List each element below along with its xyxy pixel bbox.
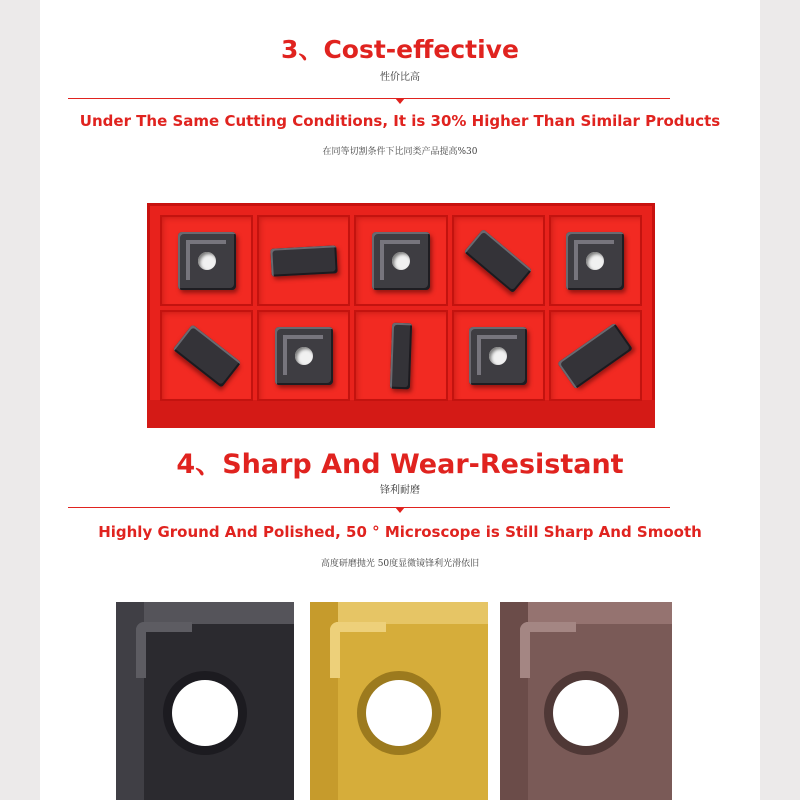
section-4-tagline-cn: 高度研磨抛光 50度显微镜锋利光滑依旧 <box>320 559 480 569</box>
divider-right <box>400 98 670 99</box>
insert-front-icon <box>275 327 333 385</box>
insert-black-icon <box>116 602 294 800</box>
insert-purple-icon <box>500 602 672 800</box>
section-3-subtitle-cn: 性价比高 <box>380 72 420 83</box>
insert-front-icon <box>469 327 527 385</box>
section-3-tagline-cn: 在同等切割条件下比同类产品提高%30 <box>322 147 478 157</box>
insert-front-icon <box>178 232 236 290</box>
insert-side-icon <box>558 322 634 388</box>
insert-side-icon <box>464 228 532 292</box>
box-cell <box>452 215 545 306</box>
box-cell <box>257 215 350 306</box>
section-4-subtitle-cn: 锋利耐磨 <box>380 485 420 496</box>
box-cell <box>549 310 642 401</box>
divider-right <box>400 507 670 508</box>
insert-side-icon <box>270 245 337 276</box>
insert-front-icon <box>372 232 430 290</box>
divider-left <box>68 98 400 99</box>
box-cell <box>354 310 447 401</box>
insert-box-grid <box>160 215 642 401</box>
box-cell <box>549 215 642 306</box>
section-3-title: 3、Cost-effective <box>281 35 519 64</box>
section-4-tagline: Highly Ground And Polished, 50 ° Microscope is Still Sharp And Smooth <box>98 523 702 541</box>
insert-front-icon <box>566 232 624 290</box>
insert-side-icon <box>390 322 412 389</box>
insert-side-icon <box>172 324 241 387</box>
divider-left <box>68 507 400 508</box>
box-cell <box>160 310 253 401</box>
section-4-title: 4、Sharp And Wear-Resistant <box>176 449 624 480</box>
box-cell <box>257 310 350 401</box>
box-cell <box>452 310 545 401</box>
insert-gold-icon <box>310 602 488 800</box>
insert-box-rim <box>147 400 655 428</box>
box-cell <box>160 215 253 306</box>
divider-arrow-icon <box>395 507 405 513</box>
section-3-tagline: Under The Same Cutting Conditions, It is 30% Higher Than Similar Products <box>79 112 721 130</box>
divider-arrow-icon <box>395 98 405 104</box>
box-cell <box>354 215 447 306</box>
